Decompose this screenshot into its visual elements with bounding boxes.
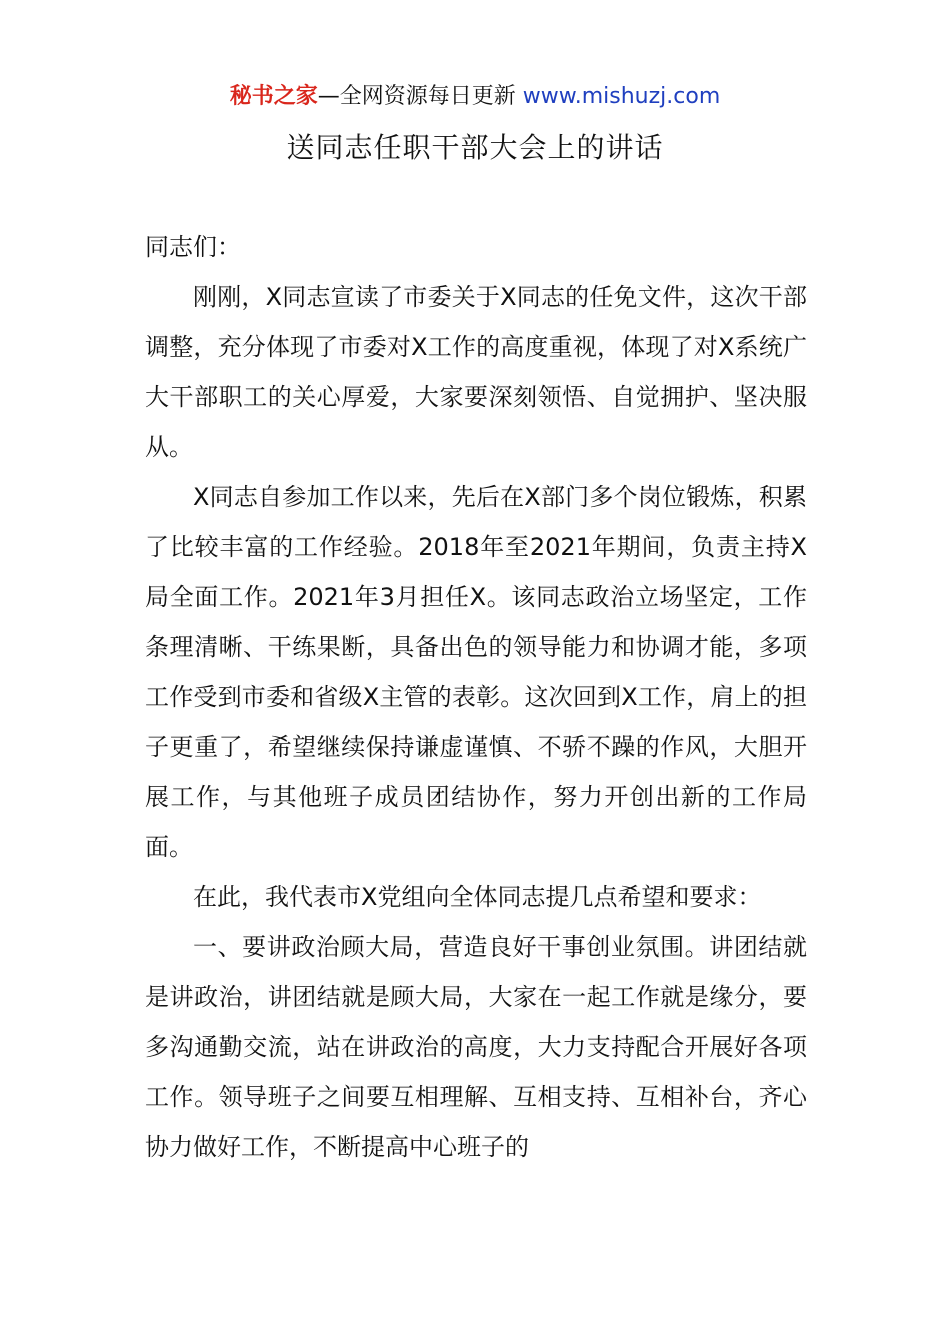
paragraph-1: 刚刚，X同志宣读了市委关于X同志的任免文件，这次干部调整，充分体现了市委对X工作的高度重视，体现了对X系统广大干部职工的关心厚爱，大家要深刻领悟、自觉拥护、坚决服从。 [145, 283, 807, 461]
paragraph-4: 一、要讲政治顾大局，营造良好干事创业氛围。讲团结就是讲政治，讲团结就是顾大局，大家在一起工作就是缘分，要多沟通勤交流，站在讲政治的高度，大力支持配合开展好各项工作。领导班子之间要互相理解、互相支持、互相补台，齐心协力做好工作，不断提高中心班子的 [145, 933, 807, 1161]
salutation: 同志们： [145, 233, 241, 261]
document-body [145, 222, 807, 1172]
site-header [0, 82, 950, 112]
header-tagline: —全网资源每日更新 [317, 84, 523, 109]
document-title: 送同志任职干部大会上的讲话 [286, 131, 664, 164]
paragraph-3: 在此，我代表市X党组向全体同志提几点希望和要求： [193, 883, 762, 911]
brand-name: 秘书之家 [229, 84, 318, 109]
site-url[interactable]: www.mishuzj.com [522, 84, 721, 109]
paragraph-2: X同志自参加工作以来，先后在X部门多个岗位锻炼，积累了比较丰富的工作经验。2018年至2021年期间，负责主持X局全面工作。2021年3月担任X。该同志政治立场坚定，工作条理清晰、干练果断，具备出色的领导能力和协调才能，多项工作受到市委和省级X主管的表彰。这次回到X工作，肩上的担子更重了，希望继续保持谦虚谨慎、不骄不躁的作风，大胆开展工作，与其他班子成员团结协作，努力开创出新的工作局面。 [145, 483, 807, 861]
